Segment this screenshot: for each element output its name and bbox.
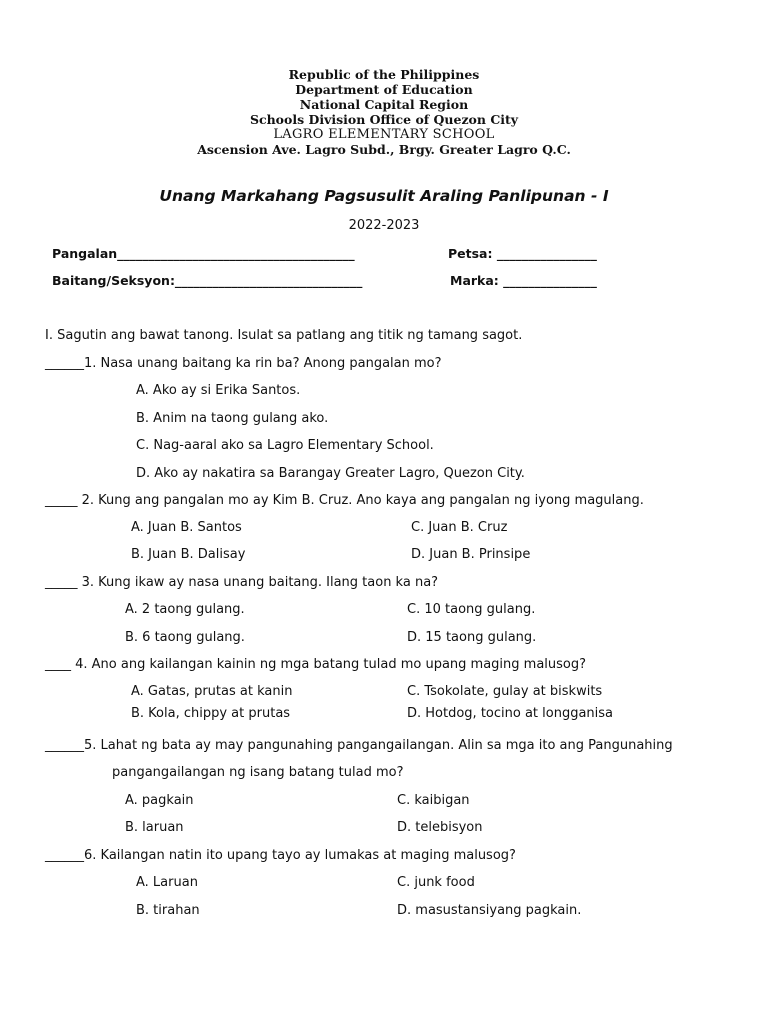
- date-field[interactable]: Petsa: ________________: [448, 246, 597, 261]
- question-1-option-c: C. Nag-aaral ako sa Lagro Elementary School.: [136, 438, 434, 453]
- question-1-option-b: B. Anim na taong gulang ako.: [136, 411, 329, 426]
- question-6-option-a: A. Laruan: [136, 875, 198, 890]
- question-5-option-d: D. telebisyon: [397, 820, 483, 835]
- header-region: National Capital Region: [299, 97, 469, 112]
- header-school-name: LAGRO ELEMENTARY SCHOOL: [273, 127, 495, 142]
- grade-section-field[interactable]: Baitang/Seksyon:______________________________: [52, 273, 363, 288]
- question-3-stem: _____ 3. Kung ikaw ay nasa unang baitang. Ilang taon ka na?: [45, 575, 439, 590]
- question-4-stem: ____ 4. Ano ang kailangan kainin ng mga batang tulad mo upang maging malusog?: [45, 657, 587, 672]
- question-6-option-d: D. masustansiyang pagkain.: [397, 903, 582, 918]
- question-5-option-b: B. laruan: [125, 820, 184, 835]
- question-2-option-c: C. Juan B. Cruz: [411, 520, 508, 535]
- question-5-option-c: C. kaibigan: [397, 793, 470, 808]
- question-5-stem: ______5. Lahat ng bata ay may pangunahing pangangailangan. Alin sa mga ito ang Pangunahing: [45, 738, 673, 753]
- question-3-option-b: B. 6 taong gulang.: [125, 630, 245, 645]
- question-6-option-b: B. tirahan: [136, 903, 200, 918]
- question-6-option-c: C. junk food: [397, 875, 475, 890]
- header-division: Schools Division Office of Quezon City: [249, 112, 519, 127]
- question-3-option-d: D. 15 taong gulang.: [407, 630, 537, 645]
- question-4-option-b: B. Kola, chippy at prutas: [131, 706, 291, 721]
- question-2-option-d: D. Juan B. Prinsipe: [411, 547, 531, 562]
- name-field[interactable]: Pangalan______________________________________: [52, 246, 355, 261]
- header-department: Department of Education: [295, 82, 473, 97]
- question-1-option-d: D. Ako ay nakatira sa Barangay Greater Lagro, Quezon City.: [136, 466, 525, 481]
- question-5-stem-continued: pangangailangan ng isang batang tulad mo?: [112, 765, 404, 780]
- exam-title: Unang Markahang Pagsusulit Araling Panlipunan - I: [159, 187, 609, 205]
- question-1-stem: ______1. Nasa unang baitang ka rin ba? Anong pangalan mo?: [45, 356, 442, 371]
- instructions: I. Sagutin ang bawat tanong. Isulat sa patlang ang titik ng tamang sagot.: [45, 328, 523, 343]
- question-1-option-a: A. Ako ay si Erika Santos.: [136, 383, 301, 398]
- question-3-option-a: A. 2 taong gulang.: [125, 602, 245, 617]
- question-4-option-c: C. Tsokolate, gulay at biskwits: [407, 684, 603, 699]
- question-5-option-a: A. pagkain: [125, 793, 194, 808]
- question-6-stem: ______6. Kailangan natin ito upang tayo ay lumakas at maging malusog?: [45, 848, 516, 863]
- question-2-option-b: B. Juan B. Dalisay: [131, 547, 246, 562]
- score-field[interactable]: Marka: _______________: [450, 273, 597, 288]
- question-4-option-a: A. Gatas, prutas at kanin: [131, 684, 293, 699]
- question-2-option-a: A. Juan B. Santos: [131, 520, 242, 535]
- header-address: Ascension Ave. Lagro Subd., Brgy. Greater Lagro Q.C.: [197, 142, 571, 157]
- school-year: 2022-2023: [348, 218, 420, 233]
- question-2-stem: _____ 2. Kung ang pangalan mo ay Kim B. Cruz. Ano kaya ang pangalan ng iyong magulang.: [45, 493, 644, 508]
- header-republic: Republic of the Philippines: [288, 67, 480, 82]
- question-3-option-c: C. 10 taong gulang.: [407, 602, 536, 617]
- question-4-option-d: D. Hotdog, tocino at longganisa: [407, 706, 614, 721]
